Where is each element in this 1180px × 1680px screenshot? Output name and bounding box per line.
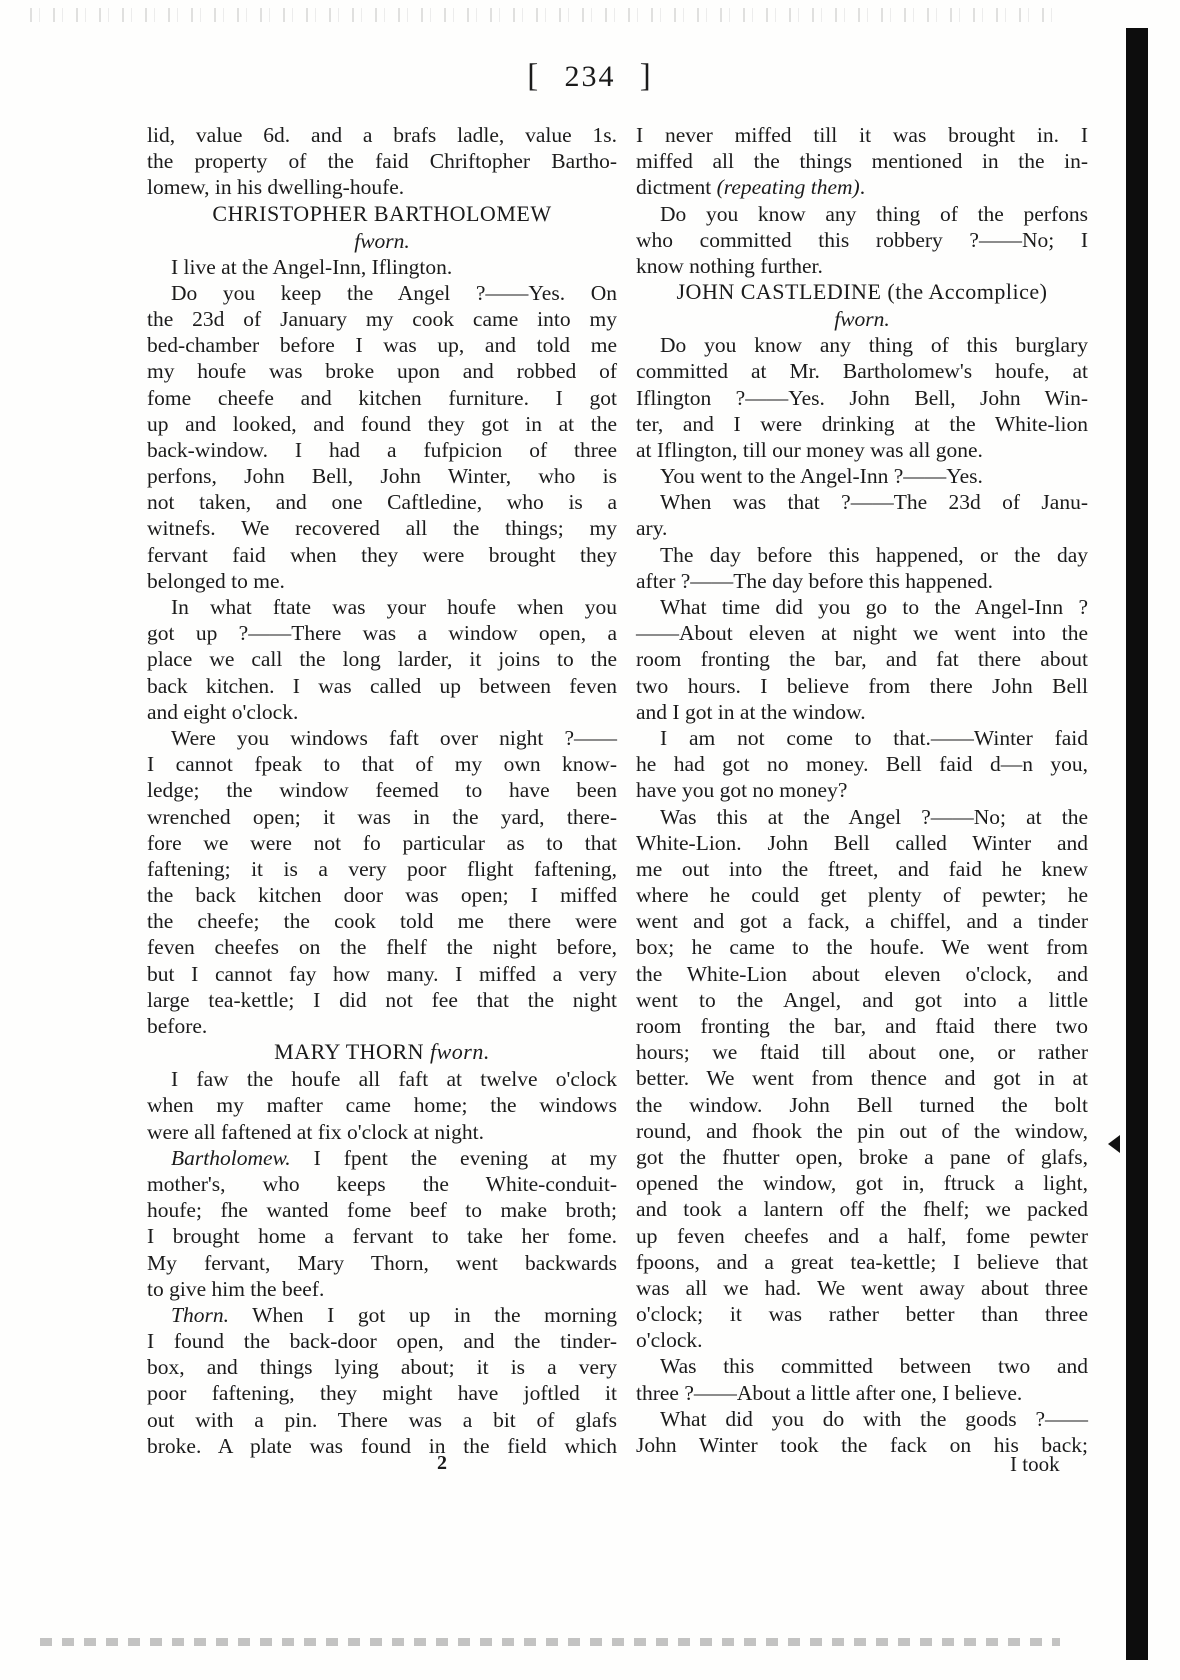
right-column-line: the window. John Bell turned the bolt: [636, 1092, 1088, 1117]
left-column-line: mother's, who keeps the White-conduit-: [147, 1171, 617, 1196]
right-column-line: box; he came to the houfe. We went from: [636, 935, 1088, 960]
right-column-line: after ?——The day before this happened.: [636, 568, 993, 593]
left-column-line: to give him the beef.: [147, 1276, 325, 1301]
left-column-line: lid, value 6d. and a brafs ladle, value 1s.: [147, 123, 617, 147]
right-column-line: who committed this robbery ?——No; I: [636, 227, 1088, 252]
left-column-line: poor faftening, they might have joftled it: [147, 1381, 617, 1406]
right-text-column: [636, 122, 1088, 1458]
right-column-line: room fronting the bar, and ftaid there two: [636, 1014, 1088, 1038]
left-column-line: back-window. I had a fufpicion of three: [147, 437, 617, 462]
right-column-line: two hours. I believe from there John Bell: [636, 673, 1088, 698]
left-column-line: up and looked, and found they got in at the: [147, 411, 617, 436]
right-column-line: committed at Mr. Bartholomew's houfe, at: [636, 359, 1088, 384]
left-text-column: [147, 122, 617, 1459]
left-column-line: I faw the houfe all faft at twelve o'clock: [171, 1067, 617, 1092]
left-column-line: fore we were not fo particular as to that: [147, 830, 617, 855]
left-column-line: my houfe was broke upon and robbed of: [147, 359, 617, 384]
left-column-line: MARY THORN fworn.: [274, 1039, 490, 1065]
left-column-line: out with a pin. There was a bit of glafs: [147, 1407, 617, 1432]
right-column-line: room fronting the bar, and fat there about: [636, 647, 1088, 672]
left-column-line: Thorn. When I got up in the morning: [171, 1302, 617, 1327]
left-column-line: Do you keep the Angel ?——Yes. On: [171, 280, 617, 305]
right-column-line: The day before this happened, or the day: [660, 542, 1088, 567]
left-column-line: back kitchen. I was called up between feven: [147, 673, 617, 698]
left-column-line: large tea-kettle; I did not fee that the night: [147, 987, 617, 1012]
right-column-line: got the fhutter open, broke a pane of glafs,: [636, 1144, 1088, 1169]
right-column-line: three ?——About a little after one, I believe.: [636, 1380, 1023, 1405]
right-column-line: went and got a fack, a chiffel, and a tinder: [636, 909, 1088, 934]
left-column-line: CHRISTOPHER BARTHOLOMEW: [212, 200, 552, 226]
right-column-line: You went to the Angel-Inn ?——Yes.: [660, 464, 983, 489]
left-column-line: and eight o'clock.: [147, 699, 299, 724]
right-column-line: White-Lion. John Bell called Winter and: [636, 830, 1088, 855]
page-number-header: [0, 58, 1180, 95]
left-column-line: I cannot fpeak to that of my own know-: [147, 752, 617, 777]
right-column-line: Was this at the Angel ?——No; at the: [660, 804, 1088, 829]
left-column-line: belonged to me.: [147, 568, 285, 593]
left-column-line: houfe; fhe wanted fome beef to make broth;: [147, 1198, 617, 1223]
left-column-line: faftening; it is a very poor flight faftening,: [147, 856, 617, 881]
left-column-line: the back kitchen door was open; I miffed: [147, 883, 617, 908]
right-column-line: Do you know any thing of this burglary: [660, 333, 1088, 358]
left-column-line: bed-chamber before I was up, and told me: [147, 333, 617, 358]
right-column-line: better. We went from thence and got in at: [636, 1066, 1088, 1091]
left-column-line: My fervant, Mary Thorn, went backwards: [147, 1250, 617, 1275]
left-column-line: In what ftate was your houfe when you: [171, 595, 617, 619]
right-column-line: opened the window, got in, ftruck a light,: [636, 1171, 1088, 1196]
left-column-line: broke. A plate was found in the field which: [147, 1433, 617, 1458]
left-column-line: perfons, John Bell, John Winter, who is: [147, 464, 617, 489]
catchword: I took: [1010, 1452, 1060, 1476]
right-column-line: fpoons, and a great tea-kettle; I believe that: [636, 1249, 1088, 1274]
signature-mark: 2: [437, 1452, 447, 1474]
edge-arrow-mark: [1108, 1135, 1120, 1153]
left-column-line: fworn.: [354, 228, 410, 253]
right-column-line: where he could get plenty of pewter; he: [636, 883, 1088, 908]
right-column-line: fworn.: [834, 307, 890, 332]
left-column-line: ledge; the window feemed to have been: [147, 778, 617, 803]
right-column-line: up feven cheefes and a half, fome pewter: [636, 1223, 1088, 1248]
right-column-line: ter, and I were drinking at the White-lion: [636, 411, 1088, 436]
left-column-line: but I cannot fay how many. I miffed a very: [147, 961, 617, 986]
right-column-line: miffed all the things mentioned in the in-: [636, 149, 1088, 174]
left-column-line: I found the back-door open, and the tinder-: [147, 1329, 617, 1354]
page-bracket-open: [: [527, 58, 541, 94]
left-column-line: witnefs. We recovered all the things; my: [147, 516, 617, 541]
right-column-line: me out into the ftreet, and faid he knew: [636, 856, 1088, 881]
left-column-line: fome cheefe and kitchen furniture. I got: [147, 385, 617, 410]
scan-noise-bottom: [40, 1638, 1060, 1646]
left-column-line: not taken, and one Caftledine, who is a: [147, 490, 617, 515]
right-column-line: dictment (repeating them).: [636, 175, 866, 200]
right-column-line: o'clock; it was rather better than three: [636, 1302, 1088, 1327]
left-column-line: I live at the Angel-Inn, Iflington.: [171, 254, 453, 279]
right-column-line: have you got no money?: [636, 778, 848, 803]
left-column-line: lomew, in his dwelling-houfe.: [147, 175, 405, 200]
scan-noise-top: [30, 8, 1060, 22]
right-column-line: and took a lantern off the fhelf; we packed: [636, 1197, 1088, 1222]
left-column-line: feven cheefes on the fhelf the night before,: [147, 935, 617, 960]
right-column-line: and I got in at the window.: [636, 699, 866, 724]
left-column-line: wrenched open; it was in the yard, there-: [147, 804, 617, 829]
right-column-line: I never miffed till it was brought in. I: [636, 123, 1088, 147]
right-column-line: was all we had. We went away about three: [636, 1275, 1088, 1300]
left-column-line: place we call the long larder, it joins to the: [147, 647, 617, 672]
right-column-line: round, and fhook the pin out of the window,: [636, 1118, 1088, 1143]
right-column-line: know nothing further.: [636, 253, 823, 278]
left-column-line: when my mafter came home; the windows: [147, 1093, 617, 1118]
binding-edge-shadow: [1126, 28, 1148, 1660]
right-column-line: went to the Angel, and got into a little: [636, 987, 1088, 1012]
left-column-line: the 23d of January my cook came into my: [147, 306, 617, 331]
page-bracket-close: ]: [639, 58, 653, 94]
right-column-line: What time did you go to the Angel-Inn ?: [660, 595, 1088, 619]
right-column-line: When was that ?——The 23d of Janu-: [660, 490, 1088, 515]
right-column-line: John Winter took the fack on his back;: [636, 1433, 1088, 1457]
left-column-line: fervant faid when they were brought they: [147, 542, 617, 567]
right-column-line: at Iflington, till our money was all gone.: [636, 437, 983, 462]
left-column-line: I brought home a fervant to take her fome.: [147, 1224, 617, 1249]
right-column-line: the White-Lion about eleven o'clock, and: [636, 961, 1088, 986]
right-column-line: Do you know any thing of the perfons: [660, 201, 1088, 226]
right-column-line: JOHN CASTLEDINE (the Accomplice): [676, 279, 1048, 305]
right-column-line: Was this committed between two and: [660, 1354, 1088, 1379]
left-column-line: Were you windows faft over night ?——: [171, 725, 617, 750]
left-column-line: the cheefe; the cook told me there were: [147, 909, 617, 934]
left-column-line: Bartholomew. I fpent the evening at my: [171, 1145, 617, 1170]
right-column-line: Iflington ?——Yes. John Bell, John Win-: [636, 385, 1088, 410]
right-column-line: ary.: [636, 516, 668, 541]
right-column-line: he had got no money. Bell faid d—n you,: [636, 752, 1088, 777]
right-column-line: ——About eleven at night we went into the: [636, 621, 1088, 646]
right-column-line: hours; we ftaid till about one, or rather: [636, 1040, 1088, 1065]
left-column-line: were all faftened at fix o'clock at night.: [147, 1119, 484, 1144]
right-column-line: o'clock.: [636, 1328, 703, 1353]
left-column-line: box, and things lying about; it is a very: [147, 1355, 617, 1380]
page-number: 234: [564, 60, 616, 93]
right-column-line: What did you do with the goods ?——: [660, 1406, 1088, 1431]
left-column-line: before.: [147, 1014, 208, 1038]
right-column-line: I am not come to that.——Winter faid: [660, 725, 1088, 750]
left-column-line: got up ?——There was a window open, a: [147, 621, 617, 646]
left-column-line: the property of the faid Chriftopher Bartho-: [147, 149, 617, 174]
